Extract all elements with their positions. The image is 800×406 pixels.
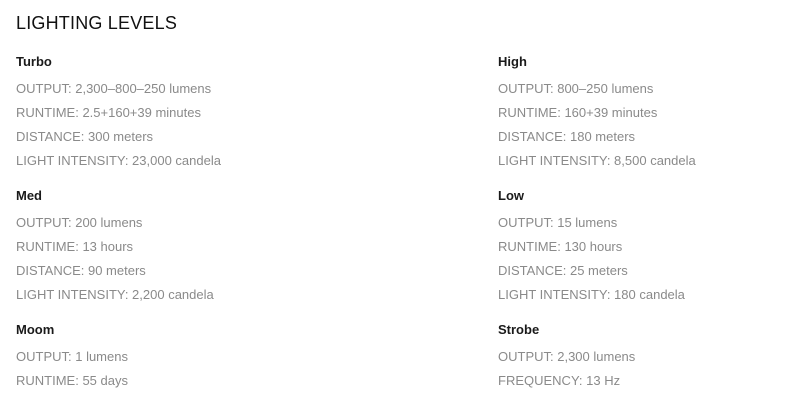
distance-spec: DISTANCE: 25 meters bbox=[498, 263, 628, 278]
mode-strobe bbox=[498, 322, 800, 397]
mode-name: Low bbox=[498, 188, 524, 203]
intensity-spec: LIGHT INTENSITY: 8,500 candela bbox=[498, 153, 696, 168]
spec-list bbox=[16, 81, 336, 169]
spec-list bbox=[498, 215, 800, 303]
mode-name: Strobe bbox=[498, 322, 540, 337]
runtime-spec: RUNTIME: 55 days bbox=[16, 373, 128, 388]
mode-moom bbox=[16, 322, 336, 397]
mode-name: Moom bbox=[16, 322, 55, 337]
mode-low bbox=[498, 188, 800, 311]
output-spec: OUTPUT: 2,300 lumens bbox=[498, 349, 636, 364]
output-spec: OUTPUT: 200 lumens bbox=[16, 215, 143, 230]
frequency-spec: FREQUENCY: 13 Hz bbox=[498, 373, 621, 388]
page-title: LIGHTING LEVELS bbox=[16, 13, 178, 33]
runtime-spec: RUNTIME: 2.5+160+39 minutes bbox=[16, 105, 201, 120]
runtime-spec: RUNTIME: 160+39 minutes bbox=[498, 105, 658, 120]
mode-name: Med bbox=[16, 188, 42, 203]
distance-spec: DISTANCE: 90 meters bbox=[16, 263, 146, 278]
distance-spec: DISTANCE: 300 meters bbox=[16, 129, 154, 144]
mode-name: High bbox=[498, 54, 527, 69]
mode-med bbox=[16, 188, 336, 311]
mode-turbo bbox=[16, 54, 336, 177]
mode-name: Turbo bbox=[16, 54, 52, 69]
distance-spec: DISTANCE: 180 meters bbox=[498, 129, 636, 144]
spec-list bbox=[16, 215, 336, 303]
spec-list bbox=[498, 81, 800, 169]
output-spec: OUTPUT: 2,300–800–250 lumens bbox=[16, 81, 212, 96]
output-spec: OUTPUT: 15 lumens bbox=[498, 215, 618, 230]
spec-list bbox=[498, 349, 800, 389]
mode-high bbox=[498, 54, 800, 177]
output-spec: OUTPUT: 800–250 lumens bbox=[498, 81, 654, 96]
output-spec: OUTPUT: 1 lumens bbox=[16, 349, 128, 364]
intensity-spec: LIGHT INTENSITY: 2,200 candela bbox=[16, 287, 214, 302]
intensity-spec: LIGHT INTENSITY: 180 candela bbox=[498, 287, 685, 302]
spec-list bbox=[16, 349, 336, 389]
intensity-spec: LIGHT INTENSITY: 23,000 candela bbox=[16, 153, 221, 168]
runtime-spec: RUNTIME: 130 hours bbox=[498, 239, 623, 254]
runtime-spec: RUNTIME: 13 hours bbox=[16, 239, 134, 254]
